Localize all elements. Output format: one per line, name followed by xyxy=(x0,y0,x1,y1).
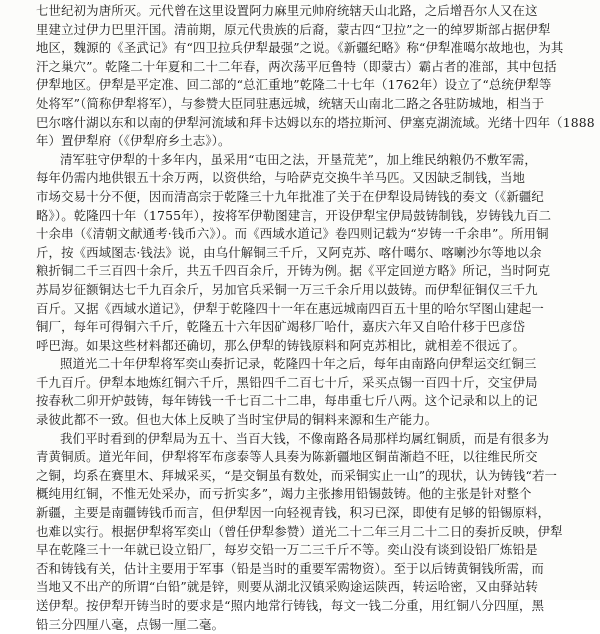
text-line: 略》）。乾隆四十年（1755年），按将军伊勒图建言，开设伊犁宝伊局鼓铸制钱，岁铸钱九百二 xyxy=(36,207,552,223)
text-line: 铅三分四厘八毫，点锡一厘二毫。 xyxy=(36,616,225,632)
text-line: 早在乾隆三十一年就已设立铅厂，每岁交铅一万二三千斤不等。奕山没有谈到设铅厂炼铅是 xyxy=(36,542,538,558)
text-line: 录彼此都不一致。但也大体上反映了当时宝伊局的铜料来源和生产能力。 xyxy=(36,412,438,428)
document-body xyxy=(36,2,595,632)
text-line: 里建立过伊力巴里汗国。清前期，原元代贵族的后裔，蒙古四“卫拉”之一的绰罗斯部占据伊犁 xyxy=(36,21,551,37)
text-line: 苏局岁征额铜达七千九百余斤，另加官兵采铜一万三千余斤用以鼓铸。而伊犁征铜仅三千九 xyxy=(36,281,538,297)
text-line: 也难以实行。根据伊犁将军奕山（曾任伊犁参赞）道光二十二年三月二十二日的奏折反映，伊犁 xyxy=(36,523,563,539)
text-line: 伊犁地区。伊犁是平定准、回二部的“总汇重地”乾隆二十七年（1762年）设立了“总统伊犁等 xyxy=(36,77,552,93)
text-line: 七世纪初为唐所灭。元代曾在这里设置阿力麻里元帅府统辖天山北路，之后增吾尔人又在这 xyxy=(36,3,538,18)
text-line: 当地又不出产的所谓“白铅”就是锌，则要从湖北汉镇采购途运陕西，转运哈密，又由驿站转 xyxy=(36,579,539,595)
text-line: 青黄铜质。道光年间，伊犁将军布彦泰等人具奏为陈新疆地区铜苗渐趋不旺，以往维民所交 xyxy=(36,449,538,465)
text-line: 巴尔喀什湖以东和以南的伊犁河流域和拜卡达姆以东的塔拉斯河、伊塞克湖流域。光绪十四年（1888 xyxy=(36,114,595,130)
text-line: 粮折铜二千三百四十余斤，共五千四百余斤，开铸为例。据《平定回逆方略》所记，当时阿克 xyxy=(36,263,551,279)
text-line: 送伊犁。按伊犁开铸当时的要求是“照内地常行铸钱，每文一钱二分重，用红铜八分四厘，黑 xyxy=(36,598,545,613)
text-line: 斤，按《西域图志·钱法》说，由乌什解铜三千斤，又阿克苏、喀什噶尔、喀喇沙尔等地以余 xyxy=(36,244,542,260)
text-line: 百斤。又据《西域水道记》，伊犁于乾隆四十一年在惠远城南四百五十里的哈尔罕图山建起一 xyxy=(36,300,544,316)
text-line: 概纯用红铜，不惟无处采办，而亏折实多”，竭力主张掺用铅锡鼓铸。他的主张是针对整个 xyxy=(36,486,532,502)
text-line: 每年仍需内地供银五十余万两，以资供给，与哈萨克交换牛羊马匹。又因缺乏制钱，当地 xyxy=(36,170,526,186)
text-line: 十余串（《清朝文献通考·钱币六》）。而《西域水道记》卷四则记载为“岁铸一千余串”。所用铜 xyxy=(36,226,549,242)
text-line: 市场交易十分不便，因而清高宗于乾隆三十九年批准了关于在伊犁设局铸钱的奏文（《新疆纪 xyxy=(36,188,544,204)
text-line: 我们平时看到的伊犁局为五十、当百大钱，不像南路各局那样均属红铜质，而是有很多为 xyxy=(60,430,550,446)
text-line: 地区，魏源的《圣武记》有“四卫拉兵伊犁最强”之说。《新疆纪略》称“伊犁准噶尔故地也，为其 xyxy=(36,40,564,56)
text-line: 清军驻守伊犁的十多年内，虽采用“屯田之法，开垦荒芜”，加上维民纳粮仍不敷军需， xyxy=(60,151,537,167)
text-line: 年）置伊犁府（《伊犁府乡土志》）。 xyxy=(36,133,231,149)
text-line: 新疆，主要是南疆铸钱币而言，但伊犁因一向轻视青钱，积习已深，即使有足够的铅锡原料， xyxy=(36,505,551,521)
text-line: 铜厂，每年可得铜六千斤，乾隆五十六年因矿竭移厂哈什，嘉庆六年又自哈什移于巴彦岱 xyxy=(36,319,526,335)
text-line: 处将军”（简称伊犁将军），与参赞大臣同驻惠远城，统辖天山南北二路之各驻防城地，相当于 xyxy=(36,95,545,111)
text-line: 呼巴海。如果这些材料都还确切，那么伊犁的铸钱原料和阿克苏相比，就相差不很远了。 xyxy=(36,337,526,353)
text-line: 千九百斤。伊犁本地炼红铜六千斤，黑铅四千二百七十斤，采买点锡一百四十斤，交宝伊局 xyxy=(36,374,538,390)
text-line: 否和铸钱有关，估计主要用于军事（铅是当时的重要军需物资）。至于以后铸黄铜钱所需，而 xyxy=(36,560,544,576)
text-line: 照道光二十年伊犁将军奕山奏折记录，乾隆四十年之后，每年由南路向伊犁运交红铜三 xyxy=(60,356,537,372)
text-line: 按春秋二卯开炉鼓铸，每年铸钱一千七百二十二串，每串重七斤八两。这个记录和以上的记 xyxy=(36,393,538,409)
text-line: 之铜，均系在赛里木、拜城采买，“是交铜虽有数处，而采铜实止一山”的现状，认为铸钱“若一 xyxy=(36,467,558,483)
text-line: 汗之巢穴”。乾隆二十年夏和二十二年春，两次荡平厄鲁特（即蒙古）霸占者的准部，其中包括 xyxy=(36,58,557,74)
